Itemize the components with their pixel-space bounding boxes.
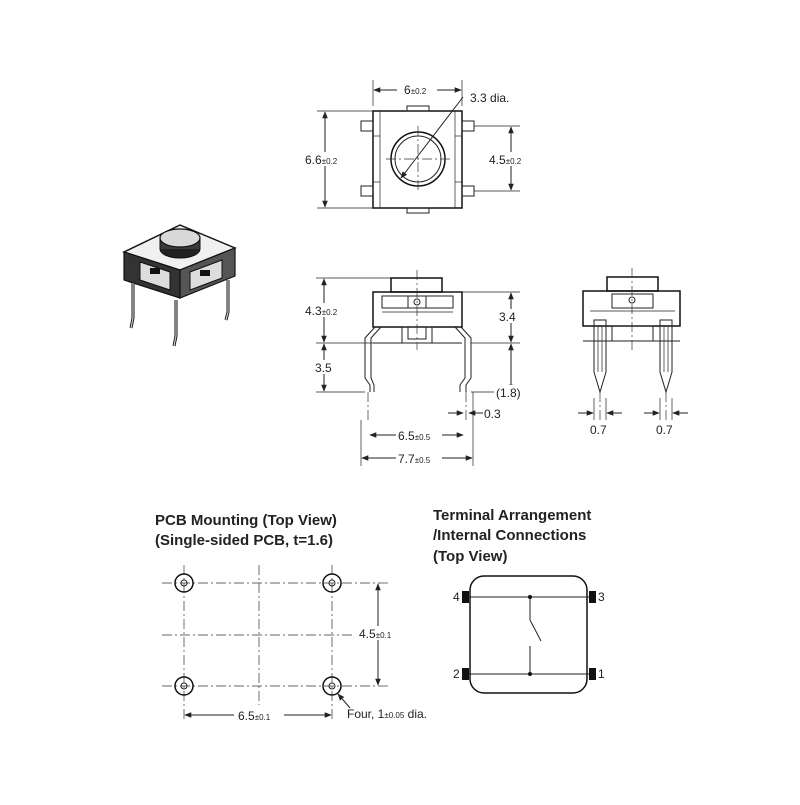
top-width-label: 6±0.2 — [404, 83, 427, 97]
top-pinspan-label: 4.5±0.2 — [489, 153, 522, 167]
side-view — [578, 268, 688, 437]
terminal-pin-2-label: 2 — [453, 667, 460, 681]
front-lead-length-label: 3.5 — [315, 361, 332, 375]
pcb-hole-label: Four, 1±0.05 dia. — [347, 707, 428, 721]
front-lead-tip-label: (1.8) — [496, 386, 521, 400]
terminal-pad-1 — [589, 668, 596, 680]
front-overall-width-label: 7.7±0.5 — [398, 452, 431, 466]
pcb-mounting-section — [155, 512, 427, 723]
pcb-title-line2: (Single-sided PCB, t=1.6) — [155, 532, 333, 549]
pcb-title-line1: PCB Mounting (Top View) — [155, 512, 337, 529]
terminal-pad-2 — [462, 668, 469, 680]
top-view-body — [373, 111, 462, 208]
terminal-pin-1-label: 1 — [598, 667, 605, 681]
terminal-arrangement-section — [433, 507, 605, 693]
pcb-horizontal-pitch-label: 6.5±0.1 — [238, 709, 271, 723]
front-lead-thickness-label: 0.3 — [484, 407, 501, 421]
switch-3d-illustration — [124, 225, 235, 346]
top-view-lead-tr — [462, 121, 474, 131]
terminal-title-line2: /Internal Connections — [433, 527, 587, 544]
front-height-34-label: 3.4 — [499, 310, 516, 324]
pcb-hole-leader — [338, 694, 350, 708]
terminal-pin-4-label: 4 — [453, 590, 460, 604]
terminal-pad-3 — [589, 591, 596, 603]
side-view-button — [607, 277, 658, 291]
top-height-label: 6.6±0.2 — [305, 153, 338, 167]
top-view-lead-br — [462, 186, 474, 196]
top-view-lead-tl — [361, 121, 373, 131]
terminal-pad-4 — [462, 591, 469, 603]
front-view — [302, 270, 526, 466]
front-view-button — [391, 278, 442, 292]
top-view — [302, 80, 536, 213]
pcb-vertical-pitch-label: 4.5±0.1 — [359, 627, 392, 641]
terminal-title-line1: Terminal Arrangement — [433, 507, 592, 524]
side-lead-width-left-label: 0.7 — [590, 423, 607, 437]
top-view-lead-bl — [361, 186, 373, 196]
front-lead-span-label: 6.5±0.5 — [398, 429, 431, 443]
switch-contact — [530, 620, 541, 641]
terminal-body-outline — [470, 576, 587, 693]
front-view-body — [373, 292, 462, 327]
button-dia-label: 3.3 dia. — [470, 91, 510, 105]
terminal-title-line3: (Top View) — [433, 548, 508, 565]
terminal-pin-3-label: 3 — [598, 590, 605, 604]
side-lead-width-right-label: 0.7 — [656, 423, 673, 437]
front-body-height-label: 4.3±0.2 — [305, 304, 338, 318]
